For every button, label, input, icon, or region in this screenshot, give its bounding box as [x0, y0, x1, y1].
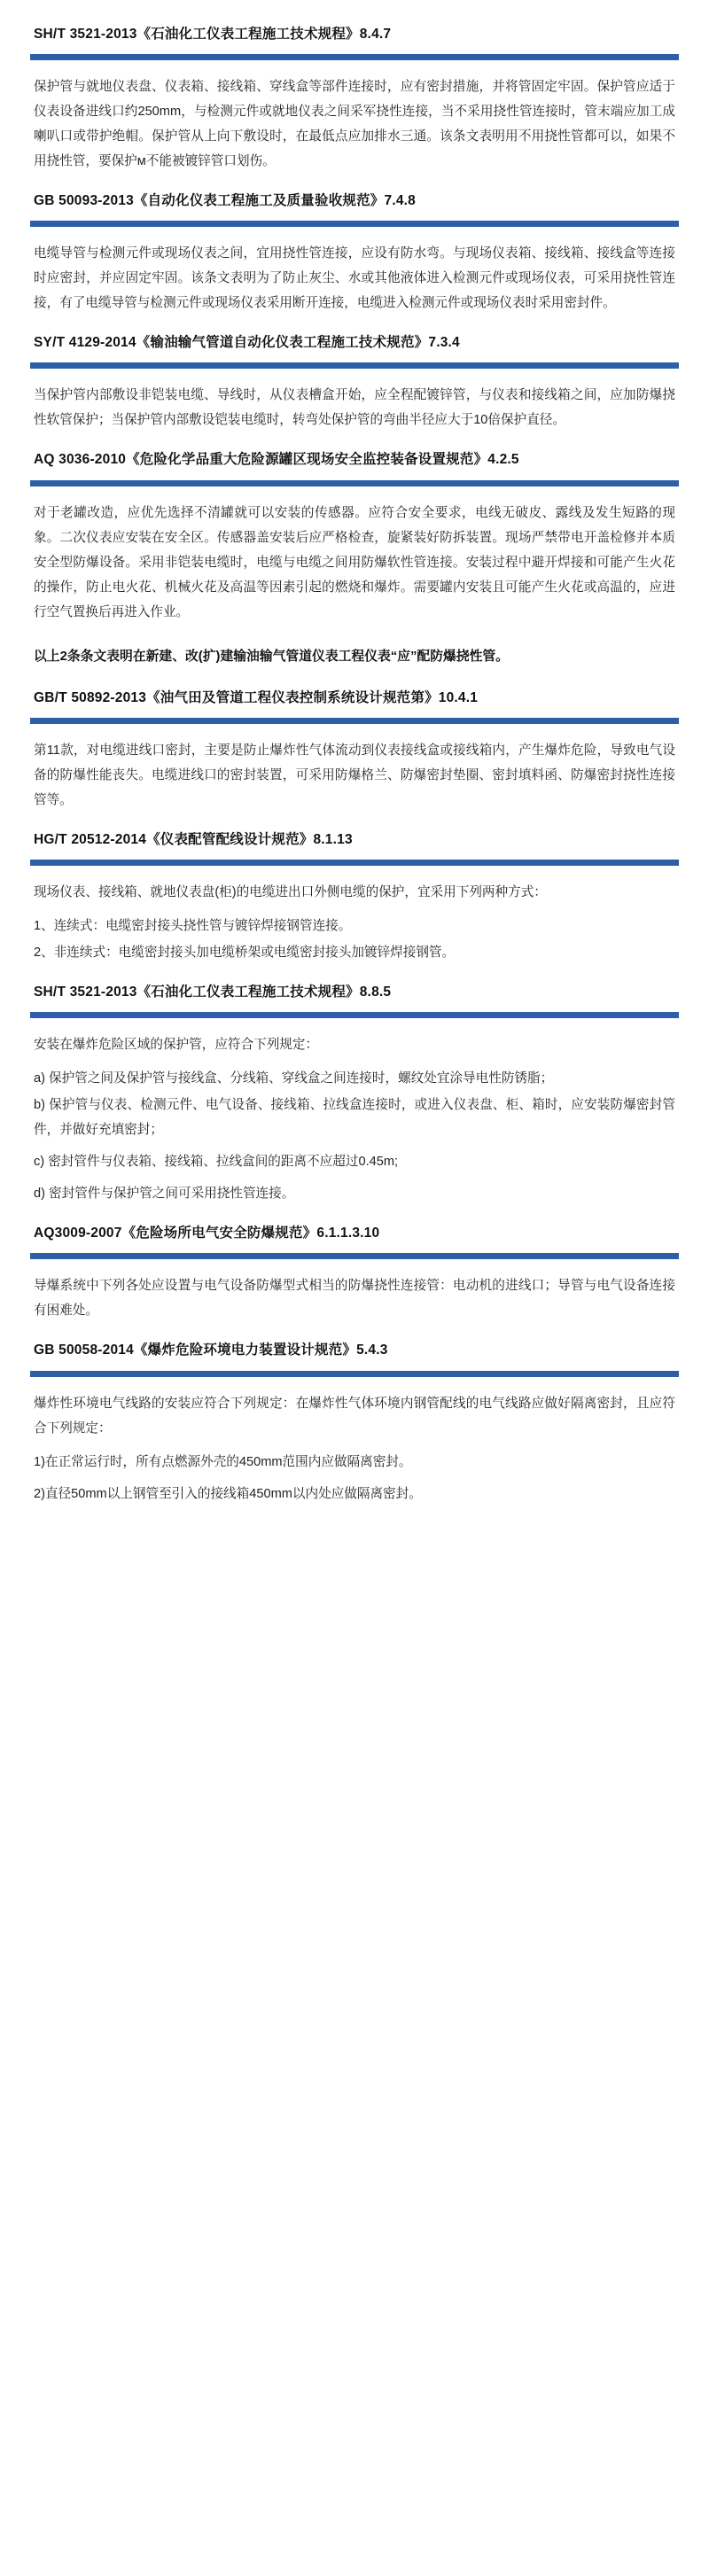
standard-title: SH/T 3521-2013《石油化工仪表工程施工技术规程》8.8.5	[34, 984, 392, 1000]
list-item: b) 保护管与仪表、检测元件、电气设备、接线箱、拉线盒连接时，或进入仪表盘、柜、箱时，应安装防爆密封管件，并做好充填密封；	[34, 1098, 675, 1138]
standard-title: AQ3009-2007《危险场所电气安全防爆规范》6.1.1.3.10	[34, 1226, 380, 1241]
section-divider	[30, 1012, 679, 1018]
section-divider	[30, 1371, 679, 1377]
list-item: d) 密封管件与保护管之间可采用挠性管连接。	[34, 1187, 295, 1202]
standard-section-6	[30, 829, 679, 965]
section-paragraph: 对于老罐改造，应优先选择不清罐就可以安装的传感器。应符合安全要求，电线无破皮、露线及发生短路的现象。二次仪表应安装在安全区。传感器盖安装后应严格检查，旋紧装好防拆装置。现场严禁带电开盖检修并本质安全型防爆设备。采用非铠装电缆时，电缆与电缆之间用防爆软性管连接。安装过程中避开焊接和可能产生火花的操作，防止电火花、机械火花及高温等因素引起的燃烧和爆炸。需要罐内安装且可能产生火花或高温的，应进行空气置换后再进入作业。	[34, 505, 675, 619]
standard-section-8	[30, 1222, 679, 1323]
standard-title: GB/T 50892-2013《油气田及管道工程仪表控制系统设计规范第》10.4.1	[34, 689, 479, 705]
section-list	[30, 1066, 679, 1206]
section-divider	[30, 480, 679, 486]
document-body	[30, 23, 679, 1506]
section-list	[30, 1450, 679, 1506]
standard-section-1	[30, 23, 679, 174]
list-item: 1)在正常运行时，所有点燃源外壳的450mm范围内应做隔离密封。	[34, 1454, 412, 1469]
standard-section-3	[30, 331, 679, 432]
section-divider	[30, 718, 679, 724]
section-paragraph: 导爆系统中下列各处应设置与电气设备防爆型式相当的防爆挠性连接管：电动机的进线口；导管与电气设备连接有困难处。	[34, 1279, 675, 1319]
section-paragraph: 当保护管内部敷设非铠装电缆、导线时，从仪表槽盒开始，应全程配镀锌管，与仪表和接线箱之间，应加防爆挠性软管保护；当保护管内部敷设铠装电缆时，转弯处保护管的弯曲半径应大于10倍保护直径。	[34, 388, 675, 428]
section-paragraph: 安装在爆炸危险区域的保护管，应符合下列规定：	[34, 1038, 319, 1053]
list-item: 1、连续式：电缆密封接头挠性管与镀锌焊接钢管连接。	[34, 919, 352, 934]
section-paragraph: 第11款，对电缆进线口密封，主要是防止爆炸性气体流动到仪表接线盒或接线箱内，产生爆炸危险，导致电气设备的防爆性能丧失。电缆进线口的密封装置，可采用防爆格兰、防爆密封垫圈、密封填料函、防爆密封挠性连接管等。	[34, 743, 675, 807]
standard-title: SH/T 3521-2013《石油化工仪表工程施工技术规程》8.4.7	[34, 27, 392, 42]
standard-title: AQ 3036-2010《危险化学品重大危险源罐区现场安全监控装备设置规范》4.2.5	[34, 452, 519, 468]
standard-section-5	[30, 687, 679, 813]
section-divider	[30, 221, 679, 227]
summary-note: 以上2条条文表明在新建、改(扩)建输油输气管道仪表工程仪表“应”配防爆挠性管。	[34, 649, 509, 664]
standard-section-7	[30, 981, 679, 1206]
standard-title: SY/T 4129-2014《输油输气管道自动化仪表工程施工技术规范》7.3.4	[34, 335, 460, 351]
list-item: 2)直径50mm以上钢管至引入的接线箱450mm以内处应做隔离密封。	[34, 1486, 422, 1501]
list-item: 2、非连续式：电缆密封接头加电缆桥架或电缆密封接头加镀锌焊接钢管。	[34, 946, 456, 961]
standard-title: GB 50093-2013《自动化仪表工程施工及质量验收规范》7.4.8	[34, 193, 416, 209]
standard-title: HG/T 20512-2014《仪表配管配线设计规范》8.1.13	[34, 831, 353, 847]
section-divider	[30, 54, 679, 60]
section-paragraph: 电缆导管与检测元件或现场仪表之间，宜用挠性管连接，应设有防水弯。与现场仪表箱、接线箱、接线盒等连接时应密封，并应固定牢固。该条文表明为了防止灰尘、水或其他液体进入检测元件或现场仪表，可采用挠性管连接，有了电缆导管与检测元件或现场仪表采用断开连接，电缆进入检测元件或现场仪表时采用密封件。	[34, 246, 675, 311]
standard-title: GB 50058-2014《爆炸危险环境电力装置设计规范》5.4.3	[34, 1342, 388, 1358]
standard-section-9	[30, 1339, 679, 1506]
section-divider	[30, 1253, 679, 1259]
list-item: c) 密封管件与仪表箱、接线箱、拉线盒间的距离不应超过0.45m;	[34, 1155, 399, 1170]
section-divider	[30, 860, 679, 866]
section-divider	[30, 362, 679, 369]
section-paragraph: 保护管与就地仪表盘、仪表箱、接线箱、穿线盒等部件连接时，应有密封措施，并将管固定牢固。保护管应适于仪表设备进线口约250mm，与检测元件或就地仪表之间采军挠性连接，当不采用挠性管连接时，管末端应加工成喇叭口或带护绝帽。保护管从上向下敷设时，在最低点应加排水三通。该条文表明用不用挠性管都可以，如果不用挠性管，要保护м不能被镀锌管口划伤。	[34, 80, 675, 169]
standard-section-2	[30, 190, 679, 315]
section-paragraph: 爆炸性环境电气线路的安装应符合下列规定：在爆炸性气体环境内钢管配线的电气线路应做好隔离密封，且应符合下列规定：	[34, 1396, 675, 1436]
section-paragraph: 现场仪表、接线箱、就地仪表盘(柜)的电缆进出口外侧电缆的保护，宜采用下列两种方式：	[34, 885, 547, 900]
list-item: a) 保护管之间及保护管与接线盒、分线箱、穿线盒之间连接时，螺纹处宜涂导电性防锈脂；	[34, 1071, 554, 1086]
standard-section-4	[30, 448, 679, 624]
section-list	[30, 914, 679, 965]
